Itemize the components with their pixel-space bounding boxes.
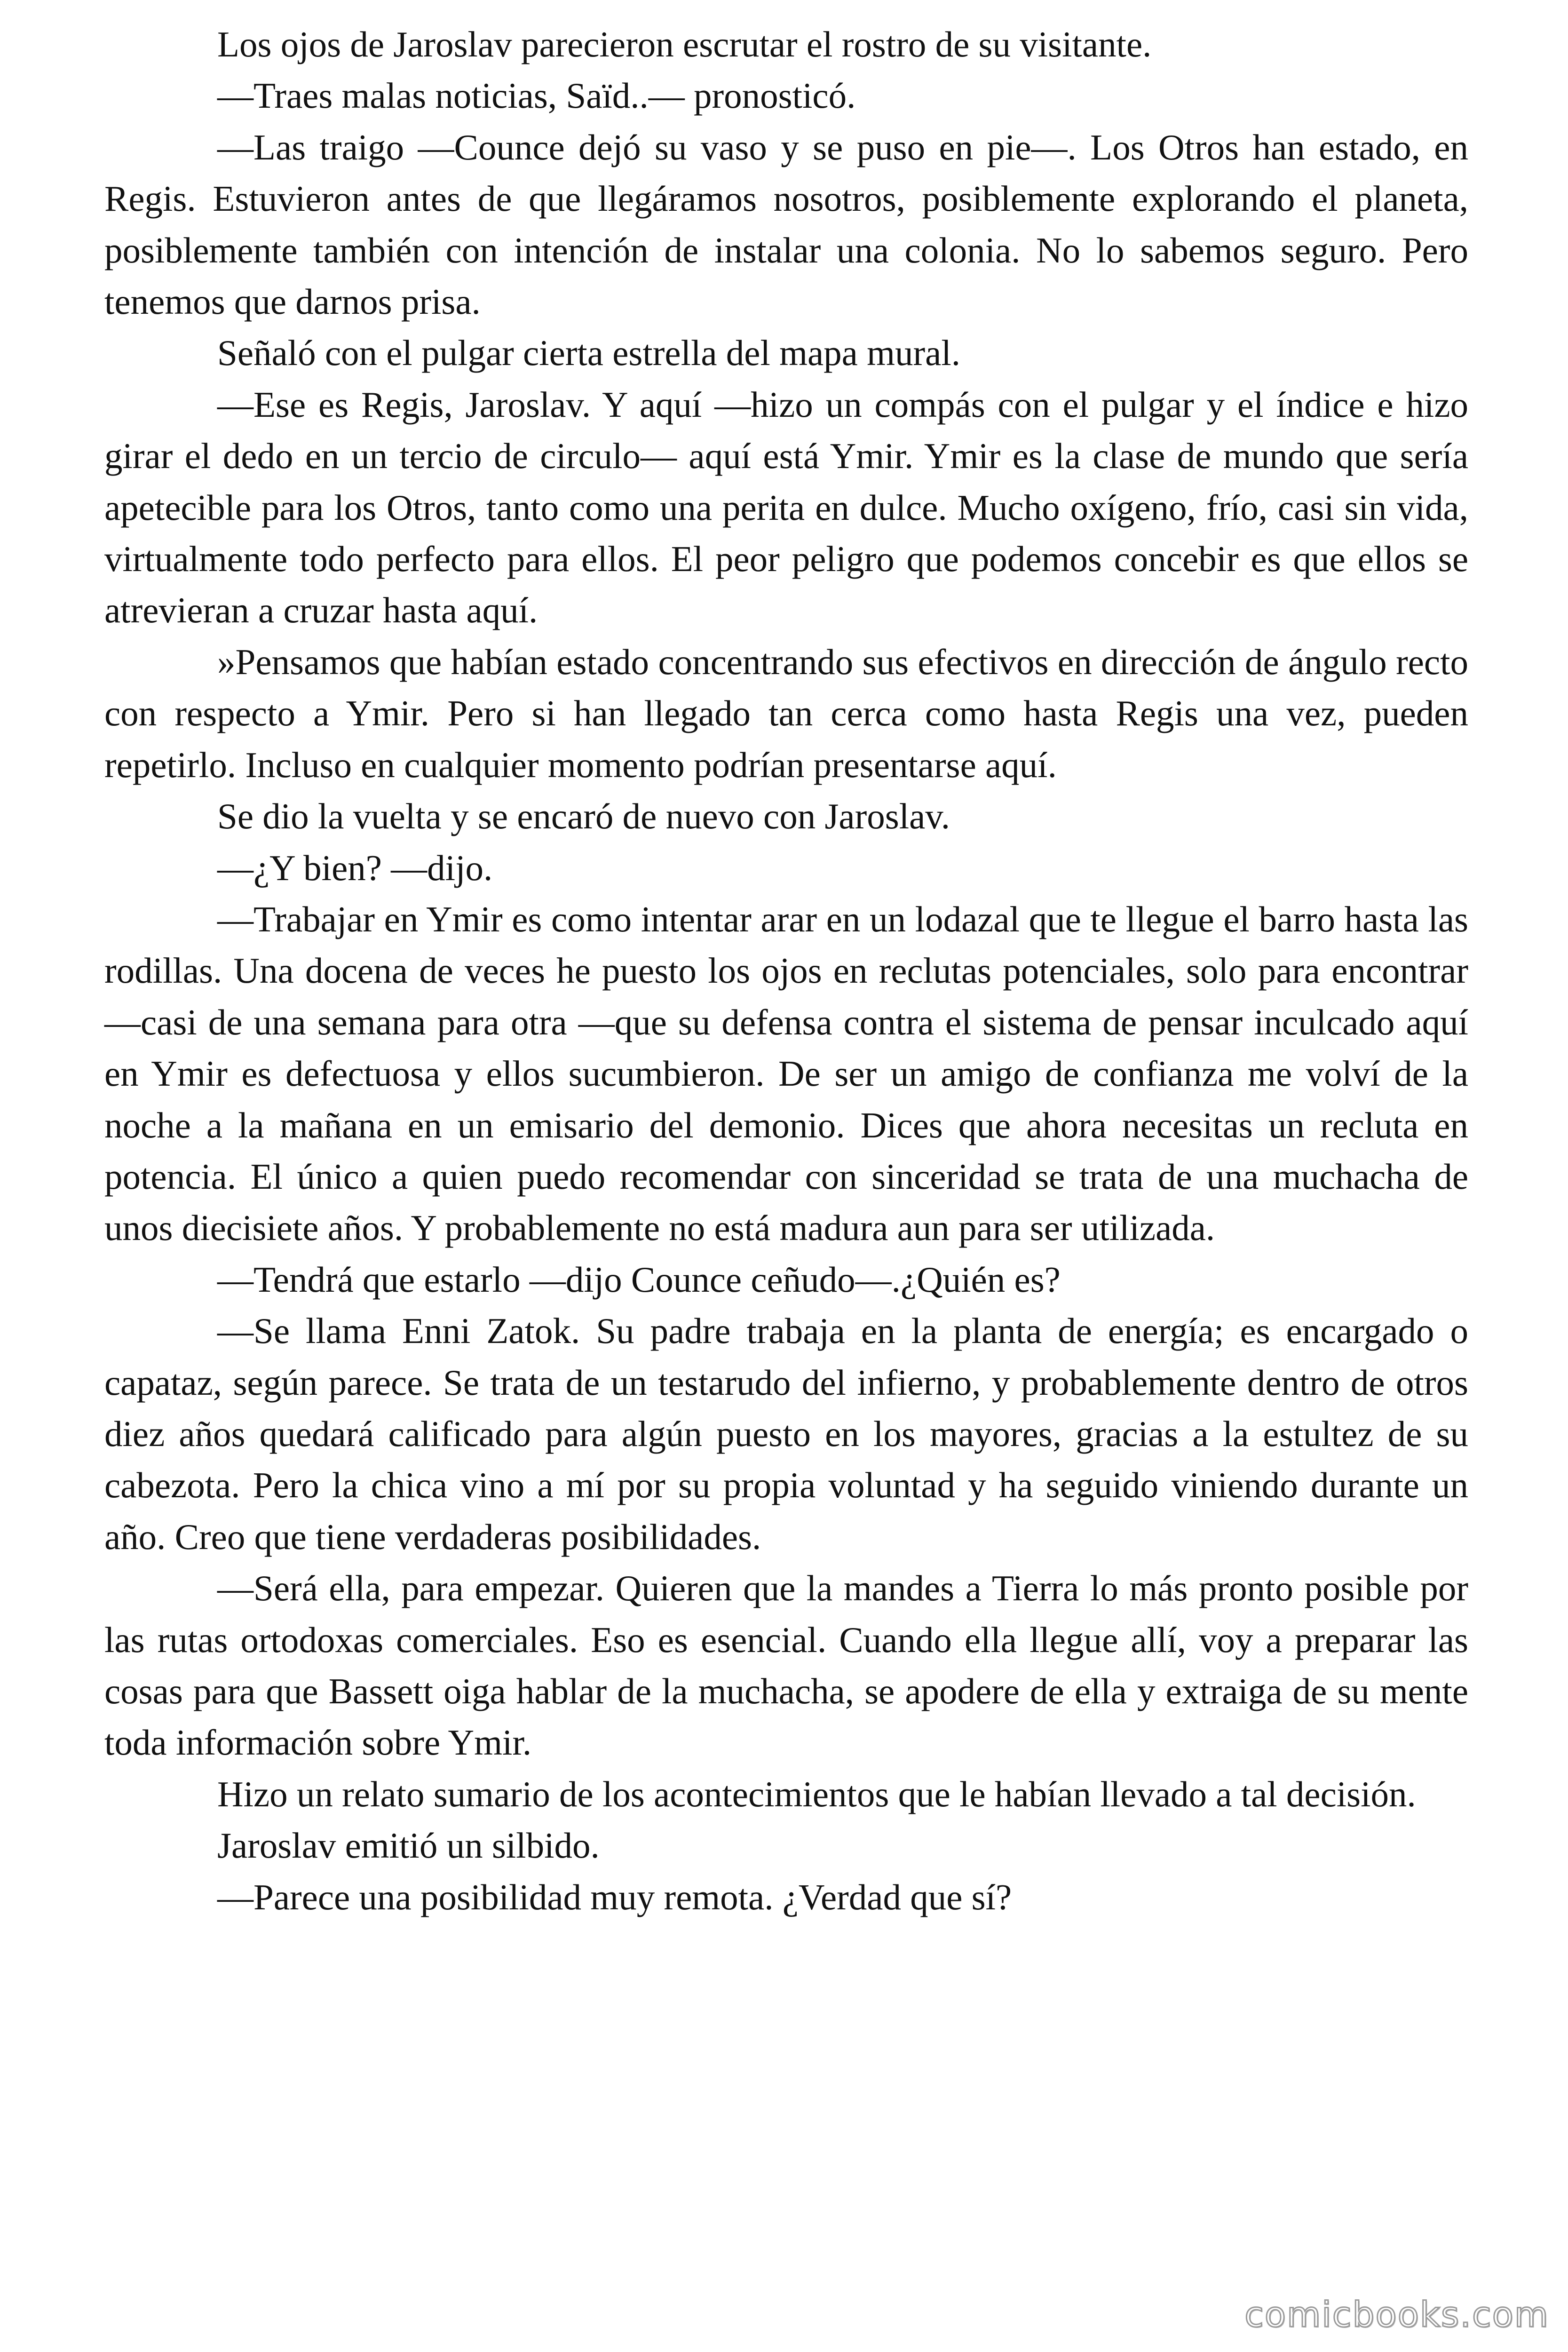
book-page-text (104, 19, 1468, 1923)
paragraph: —¿Y bien? —dijo. (217, 847, 493, 888)
watermark: comicbooks.com (1244, 2295, 1549, 2335)
paragraph: —Trabajar en Ymir es como intentar arar en un lodazal que te llegue el barro hasta las rodillas. Una docena de veces he puesto los ojos en reclutas potenciales, solo para encontrar —casi de una semana para otra —que su defensa contra el sistema de pensar inculcado aquí en Ymir es defectuosa y ellos sucumbieron. De ser un amigo de confianza me volví de la noche a la mañana en un emisario del demonio. Dices que ahora necesitas un recluta en potencia. El único a quien puedo recomendar con sinceridad se trata de una muchacha de unos diecisiete años. Y probablemente no está madura aun para ser utilizada. (104, 898, 1468, 1248)
paragraph: Hizo un relato sumario de los acontecimientos que le habían llevado a tal decisión. (217, 1773, 1416, 1814)
paragraph: —Traes malas noticias, Saïd..— pronosticó. (217, 75, 856, 116)
paragraph: —Ese es Regis, Jaroslav. Y aquí —hizo un compás con el pulgar y el índice e hizo girar el dedo en un tercio de circulo— aquí está Ymir. Ymir es la clase de mundo que sería apetecible para los Otros, tanto como una perita en dulce. Mucho oxígeno, frío, casi sin vida, virtualmente todo perfecto para ellos. El peor peligro que podemos concebir es que ellos se atrevieran a cruzar hasta aquí. (104, 384, 1468, 631)
paragraph: —Será ella, para empezar. Quieren que la mandes a Tierra lo más pronto posible por las rutas ortodoxas comerciales. Eso es esencial. Cuando ella llegue allí, voy a preparar las cosas para que Bassett oiga hablar de la muchacha, se apodere de ella y extraiga de su mente toda información sobre Ymir. (104, 1568, 1468, 1763)
paragraph: —Las traigo —Counce dejó su vaso y se puso en pie—. Los Otros han estado, en Regis. Estuvieron antes de que llegáramos nosotros, posiblemente explorando el planeta, posiblemente también con intención de instalar una colonia. No lo sabemos seguro. Pero tenemos que darnos prisa. (104, 127, 1468, 322)
paragraph: —Tendrá que estarlo —dijo Counce ceñudo—.¿Quién es? (217, 1259, 1061, 1300)
paragraph: Señaló con el pulgar cierta estrella del mapa mural. (217, 333, 960, 373)
paragraph: »Pensamos que habían estado concentrando sus efectivos en dirección de ángulo recto con respecto a Ymir. Pero si han llegado tan cerca como hasta Regis una vez, pueden repetirlo. Incluso en cualquier momento podrían presentarse aquí. (104, 641, 1468, 785)
paragraph: —Parece una posibilidad muy remota. ¿Verdad que sí? (217, 1876, 1012, 1917)
paragraph: Se dio la vuelta y se encaró de nuevo con Jaroslav. (217, 796, 950, 837)
paragraph: Los ojos de Jaroslav parecieron escrutar el rostro de su visitante. (217, 24, 1152, 64)
paragraph: —Se llama Enni Zatok. Su padre trabaja en la planta de energía; es encargado o capataz, según parece. Se trata de un testarudo del infierno, y probablemente dentro de otros diez años quedará calificado para algún puesto en los mayores, gracias a la estultez de su cabezota. Pero la chica vino a mí por su propia voluntad y ha seguido viniendo durante un año. Creo que tiene verdaderas posibilidades. (104, 1311, 1468, 1557)
paragraph: Jaroslav emitió un silbido. (217, 1825, 600, 1866)
